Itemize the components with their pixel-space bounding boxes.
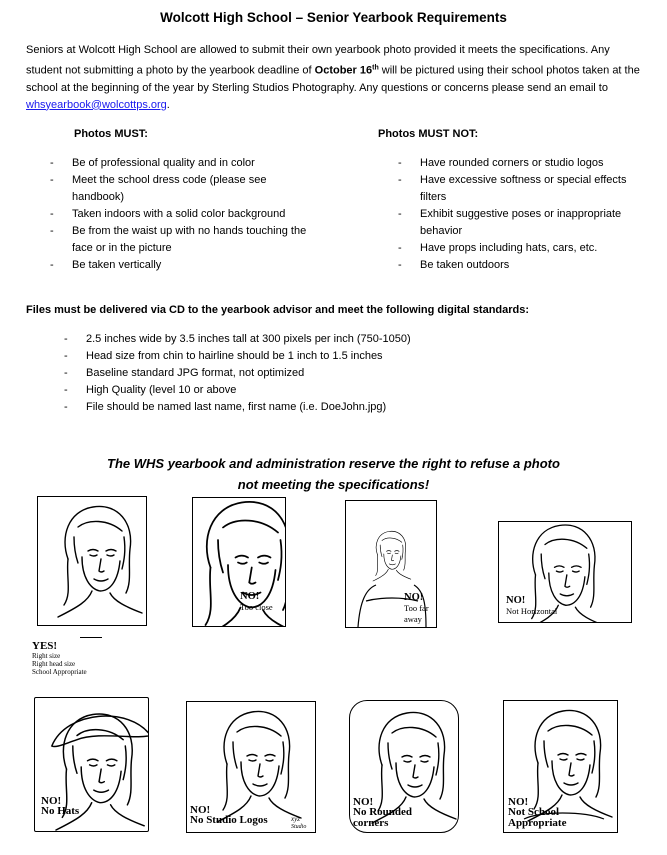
example-photo-no-rounded-corners	[349, 700, 459, 833]
example-photo-too-close	[192, 497, 286, 627]
list-item: - Exhibit suggestive poses or inappropriate behavior	[398, 206, 643, 240]
must-list	[50, 155, 310, 274]
list-item: - 2.5 inches wide by 3.5 inches tall at 300 pixels per inch (750-1050)	[64, 331, 564, 348]
list-item: - High Quality (level 10 or above	[64, 382, 564, 399]
page-title: Wolcott High School – Senior Yearbook Requirements	[160, 10, 507, 25]
divider	[80, 637, 102, 638]
intro-paragraph: Seniors at Wolcott High School are allowed to submit their own yearbook photo provided it meets the specifications. Any student not submitting a photo by the yearbook deadline of October 16th will be pictured using their school photos taken at the school at the beginning of the year by Sterling Studios Photography. Any questions or concerns please send an email to whsyearbook@wolcottps.org.	[26, 44, 640, 111]
example-photo-correct	[37, 496, 147, 626]
example-photo-no-logos	[186, 701, 316, 833]
list-item: - Be from the waist up with no hands touching the face or in the picture	[50, 223, 310, 257]
list-item: - File should be named last name, first name (i.e. DoeJohn.jpg)	[64, 399, 564, 416]
yes-caption: YES! Right size Right head size School Appropriate	[32, 640, 87, 676]
must-not-heading: Photos MUST NOT:	[378, 128, 479, 140]
list-item: - Meet the school dress code (please see handbook)	[50, 172, 310, 206]
example-photo-too-far	[345, 500, 437, 628]
example-photo-no-hats	[34, 697, 149, 832]
list-item: - Be taken vertically	[50, 257, 310, 274]
no-hats-label: NO! No Hats	[41, 795, 80, 817]
warning-text: The WHS yearbook and administration reserve the right to refuse a photo not meeting the specifications!	[107, 456, 560, 492]
deadline: October 16	[314, 64, 373, 77]
no-rounded-label: NO! No Rounded corners	[353, 796, 412, 829]
email-link[interactable]: whsyearbook@wolcottps.org	[26, 98, 167, 111]
no-logos-label: NO! No Studio Logos	[190, 804, 268, 826]
list-item: - Be taken outdoors	[398, 257, 643, 274]
list-item: - Baseline standard JPG format, not optimized	[64, 365, 564, 382]
list-item: - Have rounded corners or studio logos	[398, 155, 643, 172]
list-item: - Be of professional quality and in color	[50, 155, 310, 172]
not-appropriate-label: NO! Not School Appropriate	[508, 796, 567, 829]
list-item: - Taken indoors with a solid color background	[50, 206, 310, 223]
woman-portrait-image	[38, 497, 146, 625]
studio-logo: xyz Studio	[291, 815, 307, 830]
example-photo-not-appropriate	[503, 700, 618, 833]
list-item: - Head size from chin to hairline should be 1 inch to 1.5 inches	[64, 348, 564, 365]
must-not-list	[398, 155, 643, 274]
list-item: - Have excessive softness or special effects filters	[398, 172, 643, 206]
example-photo-not-horizontal	[498, 521, 632, 623]
digital-standards-list	[64, 331, 564, 416]
not-horizontal-label: NO! Not Horizontal	[506, 595, 558, 616]
too-far-label: NO! Too far away	[404, 592, 429, 624]
list-item: - Have props including hats, cars, etc.	[398, 240, 643, 257]
too-close-label: NO! Too close	[240, 591, 273, 612]
must-heading: Photos MUST:	[74, 128, 148, 140]
files-heading: Files must be delivered via CD to the yearbook advisor and meet the following digital standards:	[26, 304, 530, 316]
